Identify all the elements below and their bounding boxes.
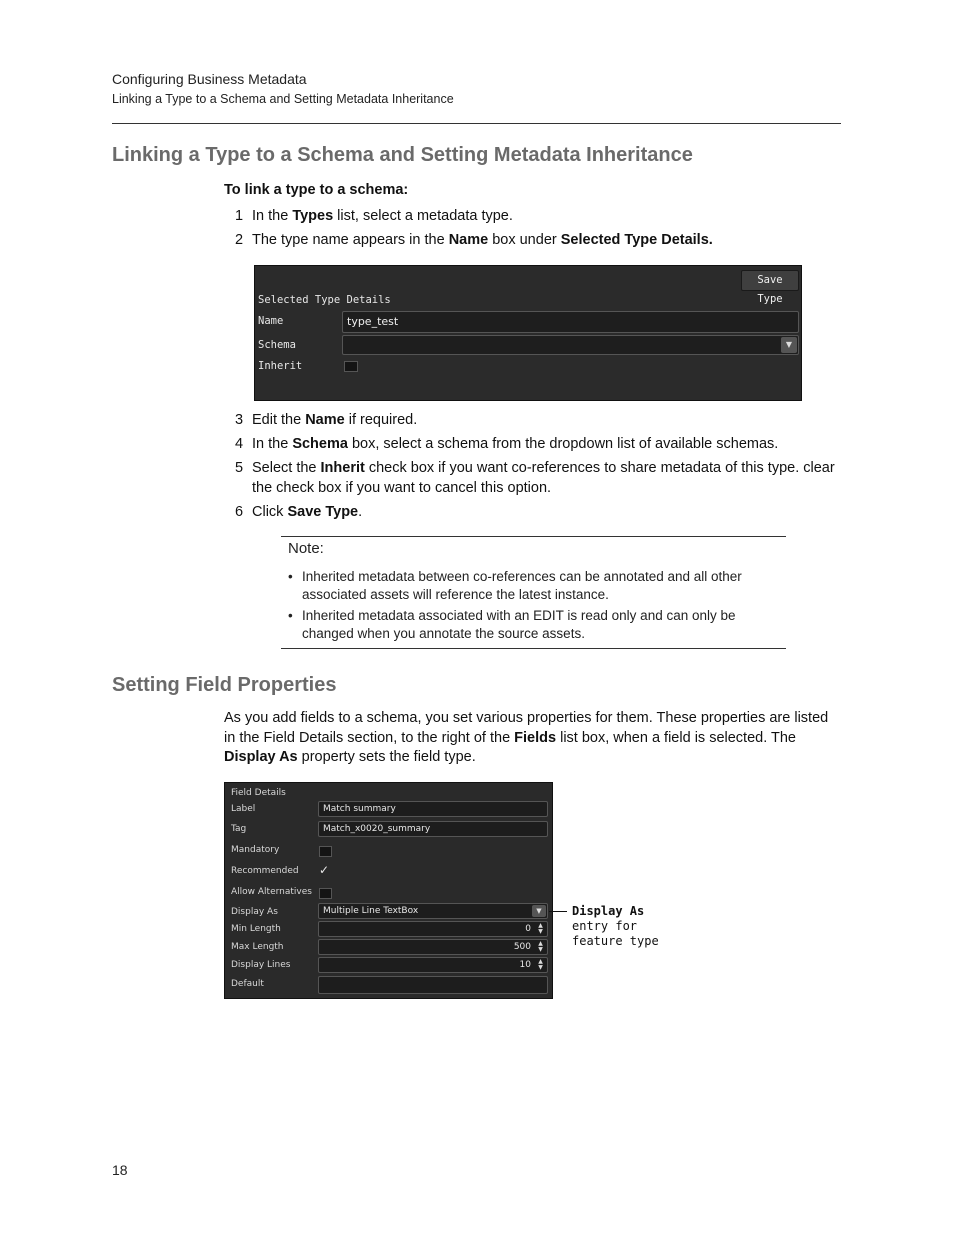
running-header-chapter: Configuring Business Metadata [112, 71, 307, 87]
recommended-checkbox[interactable]: ✓ [319, 863, 330, 877]
inherit-label: Inherit [258, 360, 303, 372]
display-lines-stepper[interactable]: 10 ▲ ▼ [318, 957, 548, 973]
chevron-down-icon[interactable]: ▼ [781, 337, 797, 353]
default-field[interactable] [318, 976, 548, 994]
selected-type-details-heading: Selected Type Details [258, 294, 391, 306]
spinner-icon[interactable]: ▲ ▼ [538, 940, 543, 953]
max-length-stepper[interactable]: 500 ▲ ▼ [318, 939, 548, 955]
allow-alternatives-checkbox[interactable] [319, 888, 332, 899]
procedure-lead: To link a type to a schema: [224, 182, 409, 198]
display-as-label: Display As [231, 907, 278, 917]
inherit-checkbox[interactable] [344, 361, 358, 372]
note-label: Note: [288, 540, 324, 557]
field-details-heading: Field Details [231, 788, 286, 798]
step-number: 2 [235, 232, 244, 248]
name-field[interactable]: type_test [342, 311, 799, 333]
save-type-button[interactable]: Save Type [741, 270, 799, 291]
selected-type-details-screenshot [254, 265, 802, 401]
label-field[interactable]: Match summary [318, 801, 548, 817]
schema-dropdown[interactable] [342, 335, 799, 355]
step-number: 6 [235, 504, 244, 520]
mandatory-label: Mandatory [231, 845, 280, 855]
display-as-callout: Display As entry for feature type [572, 904, 659, 948]
default-label: Default [231, 979, 264, 989]
bullet-icon: • [288, 569, 293, 584]
chevron-down-icon[interactable]: ▼ [532, 905, 546, 917]
subsection-title: Setting Field Properties [112, 674, 337, 696]
recommended-label: Recommended [231, 866, 299, 876]
mandatory-checkbox[interactable] [319, 846, 332, 857]
spinner-icon[interactable]: ▲ ▼ [538, 922, 543, 935]
step-number: 5 [235, 460, 244, 476]
schema-label: Schema [258, 339, 296, 351]
running-header-section: Linking a Type to a Schema and Setting Metadata Inheritance [112, 92, 454, 106]
tag-label: Tag [231, 824, 247, 834]
spinner-icon[interactable]: ▲ ▼ [538, 958, 543, 971]
bullet-icon: • [288, 608, 293, 623]
allow-alternatives-label: Allow Alternatives [231, 887, 312, 897]
min-length-stepper[interactable]: 0 ▲ ▼ [318, 921, 548, 937]
display-as-dropdown[interactable]: Multiple Line TextBox ▼ [318, 903, 548, 919]
name-label: Name [258, 315, 284, 327]
display-lines-label: Display Lines [231, 960, 291, 970]
field-details-screenshot [224, 782, 553, 999]
min-length-label: Min Length [231, 924, 281, 934]
max-length-label: Max Length [231, 942, 284, 952]
section-title: Linking a Type to a Schema and Setting Metadata Inheritance [112, 144, 693, 166]
step-number: 4 [235, 436, 244, 452]
page-number: 18 [112, 1162, 128, 1178]
step-number: 1 [235, 208, 244, 224]
label-label: Label [231, 804, 256, 814]
header-rule [112, 123, 841, 124]
step-number: 3 [235, 412, 244, 428]
callout-leader-line [549, 911, 567, 912]
note-top-rule [281, 536, 786, 537]
tag-field[interactable]: Match_x0020_summary [318, 821, 548, 837]
note-bottom-rule [281, 648, 786, 649]
field-properties-paragraph: As you add fields to a schema, you set various properties for them. These properties are listed in the Field Details section, to the right of the Fields list box, when a field is selected. The Display As property sets the field type. [224, 710, 829, 765]
